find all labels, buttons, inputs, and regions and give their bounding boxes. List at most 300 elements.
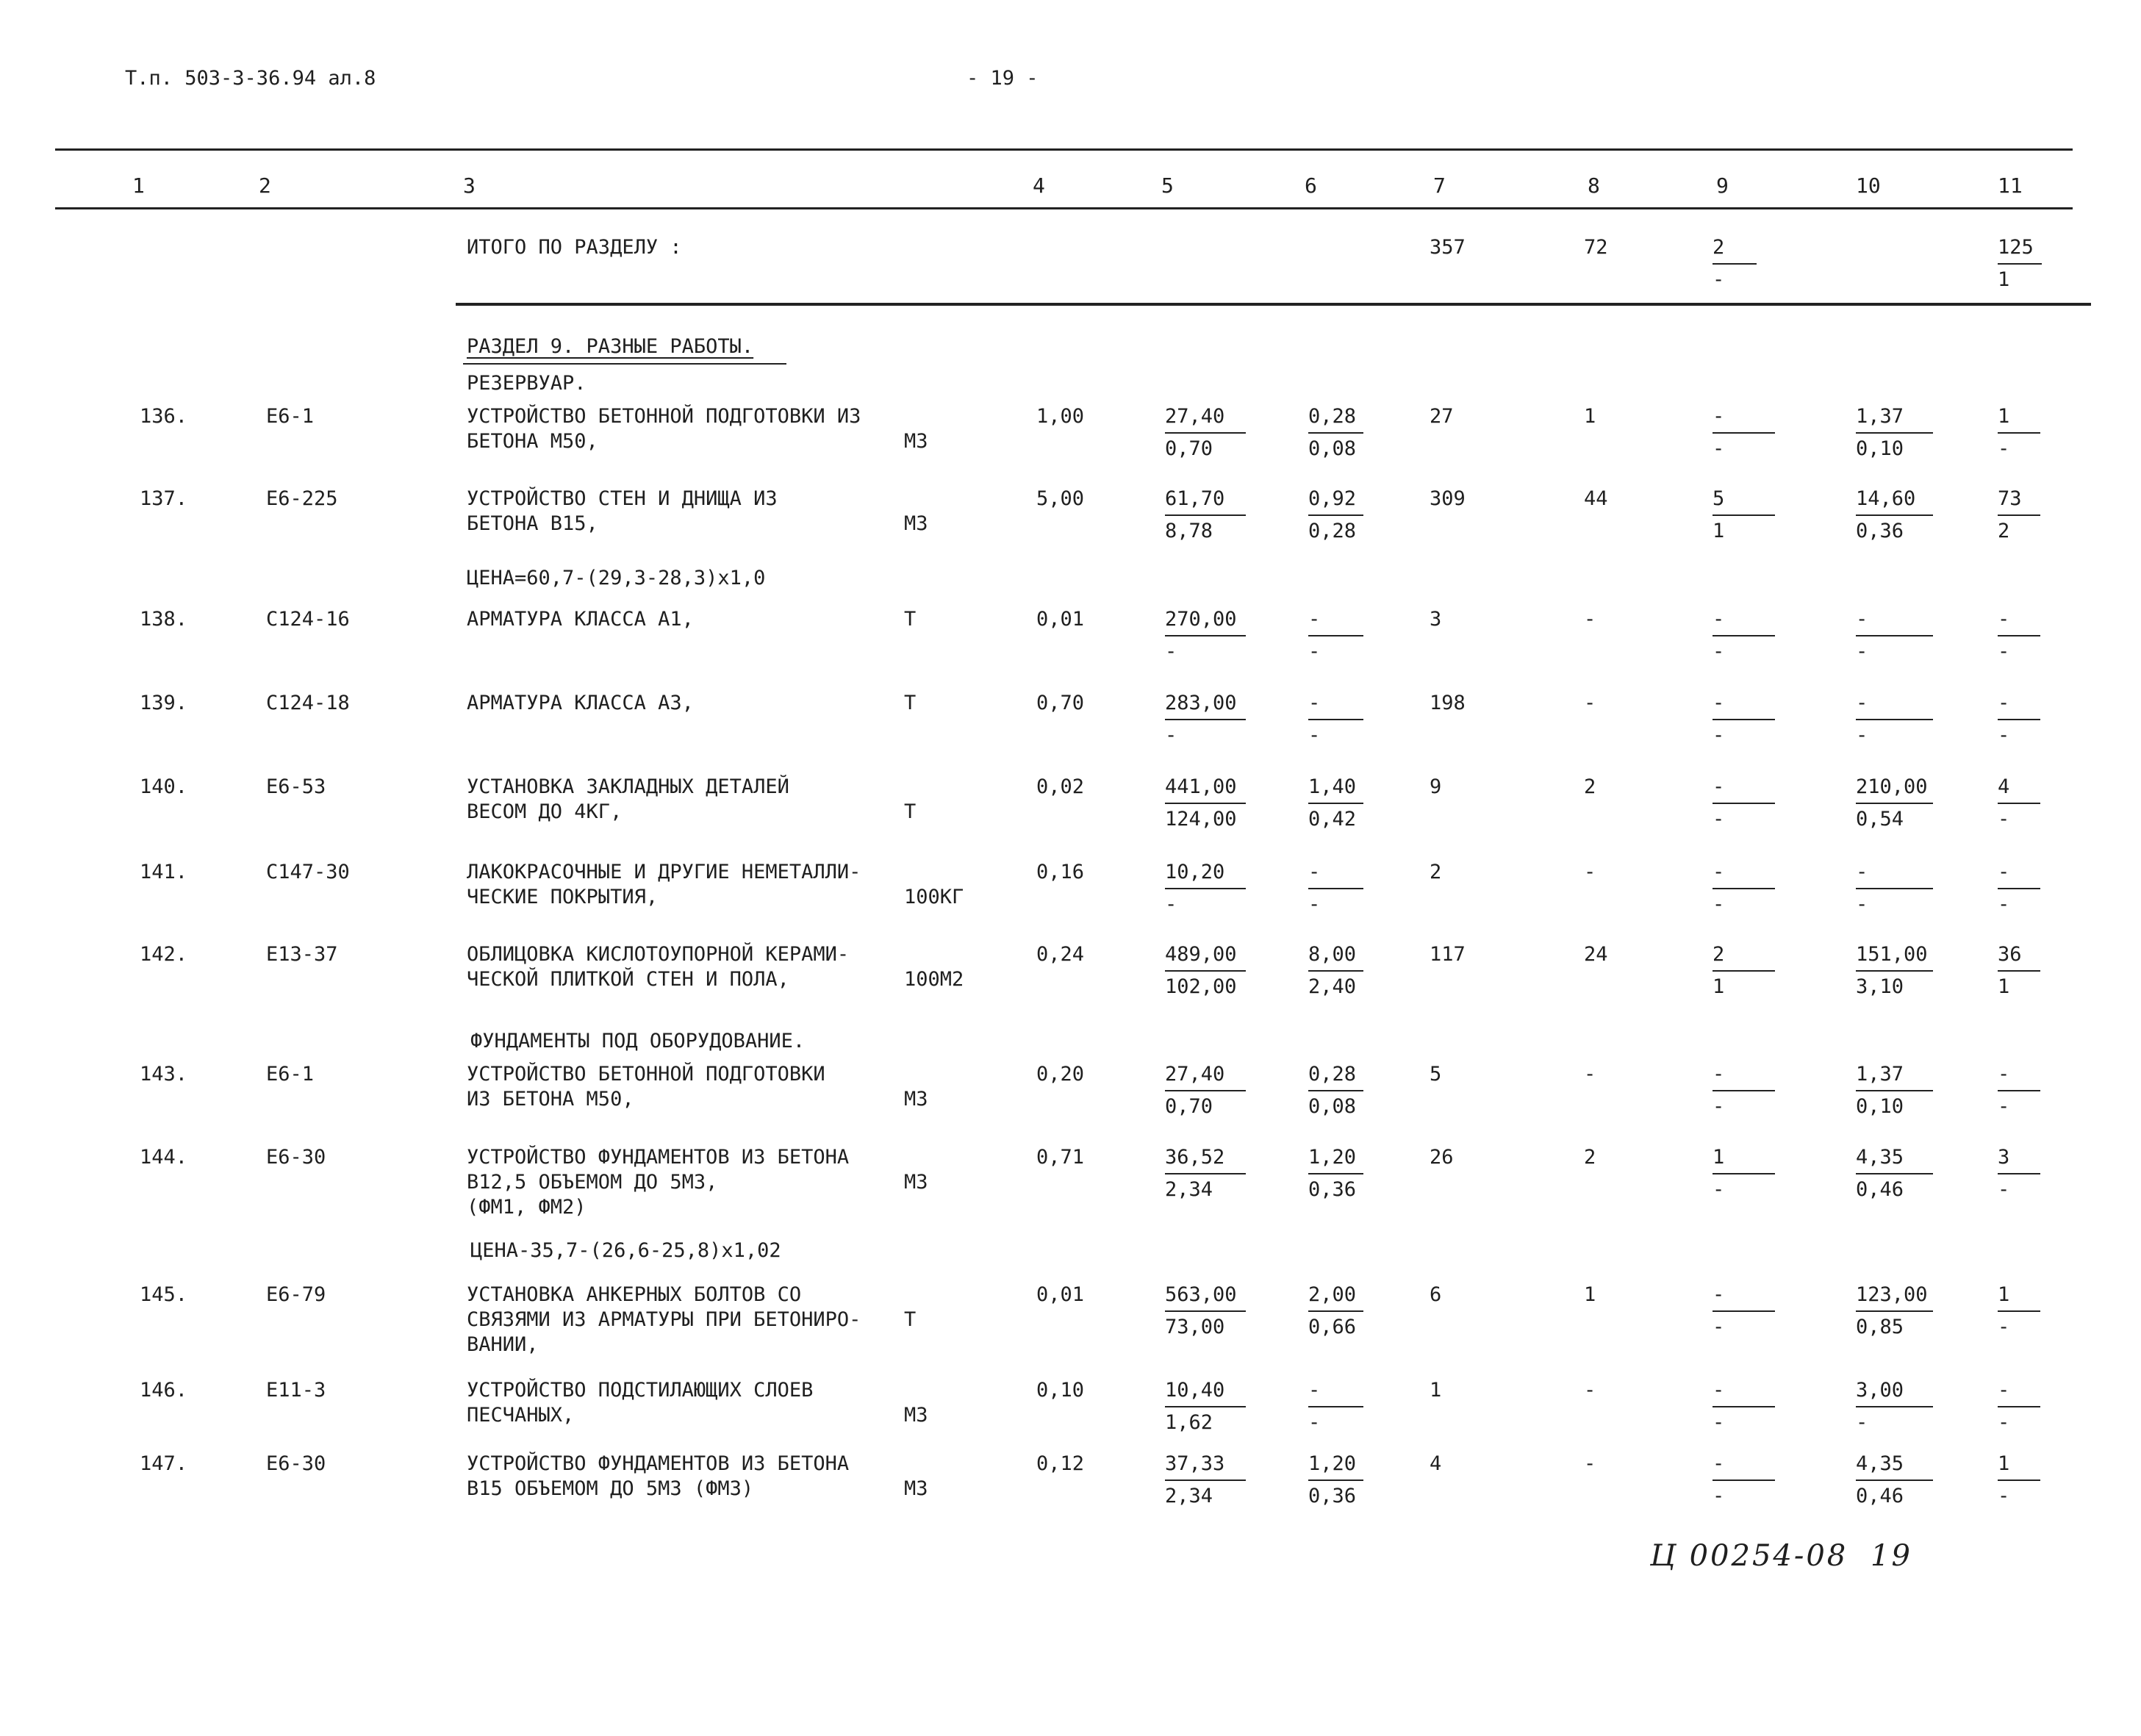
page-number: - 19 - <box>967 67 1039 90</box>
row-col10-top: 151,00 <box>1856 942 1933 972</box>
row-col9-top: - <box>1713 404 1775 434</box>
row-col9-bottom: - <box>1713 724 1725 747</box>
row-col10-bottom: 0,85 <box>1856 1316 1904 1338</box>
row-quantity: 0,24 <box>1036 943 1085 966</box>
row-col7: 309 <box>1430 487 1466 510</box>
row-col5-top: 37,33 <box>1165 1452 1246 1481</box>
row-col9-bottom: - <box>1713 640 1725 663</box>
row-number: 141. <box>140 861 188 883</box>
row-quantity: 0,12 <box>1036 1452 1085 1475</box>
row-col5 <box>1165 404 1246 462</box>
row-col6-bottom: 0,08 <box>1308 437 1357 460</box>
row-quantity: 0,70 <box>1036 692 1085 714</box>
row-description-line: ИЗ БЕТОНА М50, <box>467 1088 634 1111</box>
section-title-underline <box>463 363 786 365</box>
row-code: С147-30 <box>266 861 350 883</box>
section-total-c11 <box>1998 235 2042 293</box>
row-unit: Т <box>904 692 917 714</box>
row-description-line: УСТРОЙСТВО СТЕН И ДНИЩА ИЗ <box>467 487 778 510</box>
row-col11-bottom: - <box>1998 1095 2010 1118</box>
row-col11-bottom: 2 <box>1998 520 2010 542</box>
row-col11 <box>1998 1062 2040 1119</box>
row-number: 146. <box>140 1379 188 1402</box>
row-number: 137. <box>140 487 188 510</box>
row-col10-top: 1,37 <box>1856 404 1933 434</box>
row-col11-bottom: - <box>1998 808 2010 831</box>
row-col10-bottom: 0,46 <box>1856 1485 1904 1507</box>
row-quantity: 0,71 <box>1036 1146 1085 1169</box>
row-quantity: 0,10 <box>1036 1379 1085 1402</box>
row-col5-top: 61,70 <box>1165 487 1246 516</box>
row-col11 <box>1998 487 2040 544</box>
row-col11-top: 1 <box>1998 1283 2040 1312</box>
row-col6-bottom: 0,42 <box>1308 808 1357 831</box>
row-unit: М3 <box>904 430 928 453</box>
row-col6-top: - <box>1308 691 1363 720</box>
row-col11-top: - <box>1998 860 2040 889</box>
row-col10 <box>1856 860 1933 917</box>
row-col5 <box>1165 942 1246 1000</box>
row-col9-bottom: - <box>1713 1316 1725 1338</box>
row-col11-top: - <box>1998 607 2040 636</box>
row-col11 <box>1998 1283 2040 1340</box>
row-col6 <box>1308 691 1363 748</box>
row-number: 138. <box>140 608 188 631</box>
price-note-137: ЦЕНА=60,7-(29,3-28,3)х1,0 <box>467 567 766 589</box>
row-col6 <box>1308 775 1363 832</box>
row-code: Е11-3 <box>266 1379 326 1402</box>
row-col10-top: - <box>1856 691 1933 720</box>
row-description-line: ВАНИИ, <box>467 1333 539 1356</box>
row-col6-top: 0,28 <box>1308 1062 1363 1091</box>
row-col9-bottom: 1 <box>1713 975 1725 998</box>
row-col10-top: 3,00 <box>1856 1378 1933 1407</box>
row-col8: 44 <box>1584 487 1608 510</box>
row-col10 <box>1856 1062 1933 1119</box>
section-subtitle: РЕЗЕРВУАР. <box>467 372 587 395</box>
row-quantity: 1,00 <box>1036 405 1085 428</box>
row-number: 136. <box>140 405 188 428</box>
row-col7: 5 <box>1430 1063 1442 1086</box>
row-col10-bottom: 0,46 <box>1856 1178 1904 1201</box>
row-description-line: УСТРОЙСТВО БЕТОННОЙ ПОДГОТОВКИ <box>467 1063 825 1086</box>
row-col11 <box>1998 607 2040 664</box>
row-col11 <box>1998 1378 2040 1435</box>
row-col5-bottom: 73,00 <box>1165 1316 1225 1338</box>
row-number: 145. <box>140 1283 188 1306</box>
row-unit: Т <box>904 1308 917 1331</box>
row-col11-top: 1 <box>1998 1452 2040 1481</box>
row-col10-top: 4,35 <box>1856 1452 1933 1481</box>
row-col9-top: - <box>1713 607 1775 636</box>
row-description-line: УСТРОЙСТВО ПОДСТИЛАЮЩИХ СЛОЕВ <box>467 1379 814 1402</box>
row-col5 <box>1165 1378 1246 1435</box>
row-col9-bottom: 1 <box>1713 520 1725 542</box>
row-col7: 6 <box>1430 1283 1442 1306</box>
row-col8: - <box>1584 861 1596 883</box>
row-col5-bottom: 102,00 <box>1165 975 1237 998</box>
row-col6-top: 0,92 <box>1308 487 1363 516</box>
row-col8: 24 <box>1584 943 1608 966</box>
row-col10-bottom: - <box>1856 640 1868 663</box>
row-col11-bottom: 1 <box>1998 975 2010 998</box>
row-col5-top: 27,40 <box>1165 1062 1246 1091</box>
row-col6-top: 8,00 <box>1308 942 1363 972</box>
row-col9-top: 1 <box>1713 1145 1775 1174</box>
row-col9-bottom: - <box>1713 893 1725 916</box>
row-col10 <box>1856 607 1933 664</box>
row-col6-bottom: - <box>1308 640 1321 663</box>
row-col5-bottom: 0,70 <box>1165 437 1213 460</box>
row-col10-bottom: - <box>1856 724 1868 747</box>
row-col6-top: 1,20 <box>1308 1452 1363 1481</box>
col-header-11: 11 <box>1998 173 2023 198</box>
row-col11 <box>1998 942 2040 1000</box>
row-col9-bottom: - <box>1713 1411 1725 1434</box>
row-col10 <box>1856 487 1933 544</box>
col-header-10: 10 <box>1856 173 1881 198</box>
row-col9-top: - <box>1713 1452 1775 1481</box>
row-col6 <box>1308 1062 1363 1119</box>
row-col8: 2 <box>1584 775 1596 798</box>
row-col9-top: - <box>1713 775 1775 804</box>
row-col9 <box>1713 1452 1775 1509</box>
row-col5 <box>1165 860 1246 917</box>
row-col9-top: 2 <box>1713 942 1775 972</box>
row-col6-top: 0,28 <box>1308 404 1363 434</box>
row-col8: - <box>1584 608 1596 631</box>
section-total-c7: 357 <box>1430 236 1466 259</box>
row-col11 <box>1998 1145 2040 1202</box>
row-col6 <box>1308 607 1363 664</box>
row-col10-top: - <box>1856 607 1933 636</box>
row-col6 <box>1308 487 1363 544</box>
row-col5-top: 563,00 <box>1165 1283 1246 1312</box>
row-col5-bottom: 1,62 <box>1165 1411 1213 1434</box>
row-col10 <box>1856 1378 1933 1435</box>
row-number: 147. <box>140 1452 188 1475</box>
col-header-1: 1 <box>132 173 145 198</box>
row-col11-bottom: - <box>1998 1485 2010 1507</box>
row-col7: 4 <box>1430 1452 1442 1475</box>
row-col5-bottom: 0,70 <box>1165 1095 1213 1118</box>
row-unit: М3 <box>904 1171 928 1194</box>
row-col7: 117 <box>1430 943 1466 966</box>
row-col10-bottom: 0,36 <box>1856 520 1904 542</box>
row-col10-top: 4,35 <box>1856 1145 1933 1174</box>
row-col6-top: 1,20 <box>1308 1145 1363 1174</box>
row-col9 <box>1713 607 1775 664</box>
row-code: Е6-1 <box>266 405 315 428</box>
row-col6-bottom: 0,28 <box>1308 520 1357 542</box>
row-col5-bottom: 8,78 <box>1165 520 1213 542</box>
col-header-5: 5 <box>1161 173 1174 198</box>
row-col9-top: - <box>1713 691 1775 720</box>
row-col5 <box>1165 775 1246 832</box>
row-description-line: ПЕСЧАНЫХ, <box>467 1404 575 1427</box>
price-note-144: ЦЕНА-35,7-(26,6-25,8)х1,02 <box>470 1239 781 1262</box>
row-quantity: 0,02 <box>1036 775 1085 798</box>
footer-sheet-number: 19 <box>1871 1539 1912 1573</box>
row-col10 <box>1856 404 1933 462</box>
row-col9 <box>1713 404 1775 462</box>
row-col6-top: 1,40 <box>1308 775 1363 804</box>
row-number: 143. <box>140 1063 188 1086</box>
row-col6-bottom: 0,36 <box>1308 1485 1357 1507</box>
col-header-7: 7 <box>1433 173 1446 198</box>
row-col5 <box>1165 487 1246 544</box>
section-total-c8: 72 <box>1584 236 1608 259</box>
row-description-line: В12,5 ОБЪЕМОМ ДО 5М3, <box>467 1171 718 1194</box>
section-total-c11-top: 125 <box>1998 235 2042 265</box>
col-header-4: 4 <box>1033 173 1045 198</box>
row-col6-top: - <box>1308 860 1363 889</box>
foundations-subtitle: ФУНДАМЕНТЫ ПОД ОБОРУДОВАНИЕ. <box>470 1030 806 1052</box>
row-col11-bottom: - <box>1998 640 2010 663</box>
row-col5-bottom: 124,00 <box>1165 808 1237 831</box>
row-col11-top: 36 <box>1998 942 2040 972</box>
row-col11 <box>1998 404 2040 462</box>
row-description-line: АРМАТУРА КЛАССА А1, <box>467 608 694 631</box>
row-number: 139. <box>140 692 188 714</box>
row-col10-top: 123,00 <box>1856 1283 1933 1312</box>
row-col6-bottom: 0,08 <box>1308 1095 1357 1118</box>
row-col6-bottom: 0,66 <box>1308 1316 1357 1338</box>
row-col11 <box>1998 691 2040 748</box>
row-col6 <box>1308 1283 1363 1340</box>
header-rule-top <box>55 148 2073 151</box>
row-col9-bottom: - <box>1713 1095 1725 1118</box>
row-col11-top: - <box>1998 1062 2040 1091</box>
row-number: 142. <box>140 943 188 966</box>
row-col9 <box>1713 691 1775 748</box>
row-col11-bottom: - <box>1998 1411 2010 1434</box>
row-col6 <box>1308 1378 1363 1435</box>
row-col8: 2 <box>1584 1146 1596 1169</box>
row-description-line: УСТАНОВКА ЗАКЛАДНЫХ ДЕТАЛЕЙ <box>467 775 789 798</box>
row-code: С124-18 <box>266 692 350 714</box>
row-code: Е6-1 <box>266 1063 315 1086</box>
row-col6-top: - <box>1308 1378 1363 1407</box>
row-col10-bottom: 0,10 <box>1856 437 1904 460</box>
row-col11 <box>1998 860 2040 917</box>
row-description-line: БЕТОНА В15, <box>467 512 598 535</box>
row-col5-bottom: - <box>1165 893 1177 916</box>
row-col10-bottom: 0,54 <box>1856 808 1904 831</box>
row-description-line: АРМАТУРА КЛАССА А3, <box>467 692 694 714</box>
section-total-c11-bottom: 1 <box>1998 268 2010 291</box>
row-unit: 100М2 <box>904 968 964 991</box>
row-col10 <box>1856 691 1933 748</box>
row-col11 <box>1998 1452 2040 1509</box>
row-col10 <box>1856 1145 1933 1202</box>
row-col10 <box>1856 942 1933 1000</box>
row-col6-bottom: 0,36 <box>1308 1178 1357 1201</box>
row-code: Е6-225 <box>266 487 338 510</box>
row-col9-top: - <box>1713 1378 1775 1407</box>
footer-stamp: Ц 00254-08 <box>1650 1539 1848 1573</box>
row-description-line: УСТАНОВКА АНКЕРНЫХ БОЛТОВ СО <box>467 1283 802 1306</box>
row-col5-bottom: - <box>1165 724 1177 747</box>
row-col10 <box>1856 775 1933 832</box>
row-col11-top: - <box>1998 691 2040 720</box>
row-col6-bottom: 2,40 <box>1308 975 1357 998</box>
row-col6 <box>1308 860 1363 917</box>
row-unit: М3 <box>904 1404 928 1427</box>
row-quantity: 5,00 <box>1036 487 1085 510</box>
row-col7: 3 <box>1430 608 1442 631</box>
col-header-8: 8 <box>1588 173 1600 198</box>
row-col11-bottom: - <box>1998 1178 2010 1201</box>
row-col8: 1 <box>1584 1283 1596 1306</box>
row-quantity: 0,20 <box>1036 1063 1085 1086</box>
row-col10-bottom: - <box>1856 893 1868 916</box>
section-total-c9 <box>1713 235 1757 293</box>
header-rule-bottom <box>55 207 2073 209</box>
row-col6-bottom: - <box>1308 893 1321 916</box>
row-col5 <box>1165 691 1246 748</box>
row-col11-bottom: - <box>1998 1316 2010 1338</box>
row-col10-top: - <box>1856 860 1933 889</box>
row-col7: 2 <box>1430 861 1442 883</box>
row-col5-bottom: - <box>1165 640 1177 663</box>
row-description-line: ОБЛИЦОВКА КИСЛОТОУПОРНОЙ КЕРАМИ- <box>467 943 850 966</box>
row-description-line: БЕТОНА М50, <box>467 430 598 453</box>
row-description-line: (ФМ1, ФМ2) <box>467 1196 587 1219</box>
row-col6-bottom: - <box>1308 724 1321 747</box>
row-col8: - <box>1584 1379 1596 1402</box>
row-unit: М3 <box>904 1088 928 1111</box>
row-col6 <box>1308 404 1363 462</box>
row-col11-top: 1 <box>1998 404 2040 434</box>
row-col5 <box>1165 1145 1246 1202</box>
row-col5-top: 10,40 <box>1165 1378 1246 1407</box>
row-col6 <box>1308 1145 1363 1202</box>
row-quantity: 0,16 <box>1036 861 1085 883</box>
row-col5 <box>1165 1452 1246 1509</box>
row-code: Е6-30 <box>266 1146 326 1169</box>
row-col11-bottom: - <box>1998 437 2010 460</box>
row-col9 <box>1713 1145 1775 1202</box>
row-col10-bottom: - <box>1856 1411 1868 1434</box>
row-col8: - <box>1584 692 1596 714</box>
row-col7: 27 <box>1430 405 1454 428</box>
document-reference: Т.п. 503-3-36.94 ал.8 <box>125 67 376 90</box>
row-col8: - <box>1584 1063 1596 1086</box>
row-col9 <box>1713 942 1775 1000</box>
row-col11 <box>1998 775 2040 832</box>
row-col9 <box>1713 775 1775 832</box>
section-title: РАЗДЕЛ 9. РАЗНЫЕ РАБОТЫ. <box>467 335 754 358</box>
row-description-line: ВЕСОМ ДО 4КГ, <box>467 800 623 823</box>
row-col8: - <box>1584 1452 1596 1475</box>
row-code: Е6-30 <box>266 1452 326 1475</box>
row-col10-top: 210,00 <box>1856 775 1933 804</box>
row-col10-top: 14,60 <box>1856 487 1933 516</box>
row-col11-top: 3 <box>1998 1145 2040 1174</box>
row-code: Е13-37 <box>266 943 338 966</box>
section-total-c9-top: 2 <box>1713 235 1757 265</box>
row-col10-bottom: 0,10 <box>1856 1095 1904 1118</box>
section-total-c9-bottom: - <box>1713 268 1725 291</box>
row-col5 <box>1165 607 1246 664</box>
row-col9 <box>1713 860 1775 917</box>
row-number: 144. <box>140 1146 188 1169</box>
row-col9 <box>1713 1283 1775 1340</box>
row-col9-top: - <box>1713 1283 1775 1312</box>
row-description-line: ЧЕСКОЙ ПЛИТКОЙ СТЕН И ПОЛА, <box>467 968 789 991</box>
row-col5 <box>1165 1062 1246 1119</box>
row-code: С124-16 <box>266 608 350 631</box>
row-col9-bottom: - <box>1713 437 1725 460</box>
row-col7: 1 <box>1430 1379 1442 1402</box>
row-col6 <box>1308 942 1363 1000</box>
row-col10 <box>1856 1283 1933 1340</box>
row-col6-bottom: - <box>1308 1411 1321 1434</box>
section-total-rule <box>456 303 2091 306</box>
row-unit: 100КГ <box>904 886 964 908</box>
section-total-label: ИТОГО ПО РАЗДЕЛУ : <box>467 236 682 259</box>
row-col10 <box>1856 1452 1933 1509</box>
row-description-line: ЛАКОКРАСОЧНЫЕ И ДРУГИЕ НЕМЕТАЛЛИ- <box>467 861 861 883</box>
row-col6-top: - <box>1308 607 1363 636</box>
row-number: 140. <box>140 775 188 798</box>
row-col9 <box>1713 487 1775 544</box>
row-col7: 198 <box>1430 692 1466 714</box>
row-col10-bottom: 3,10 <box>1856 975 1904 998</box>
row-unit: М3 <box>904 1477 928 1500</box>
row-col5-top: 441,00 <box>1165 775 1246 804</box>
row-col5 <box>1165 1283 1246 1340</box>
row-col5-top: 270,00 <box>1165 607 1246 636</box>
row-quantity: 0,01 <box>1036 1283 1085 1306</box>
row-col9-top: - <box>1713 1062 1775 1091</box>
row-quantity: 0,01 <box>1036 608 1085 631</box>
row-col9-bottom: - <box>1713 1178 1725 1201</box>
row-unit: Т <box>904 608 917 631</box>
row-col11-bottom: - <box>1998 893 2010 916</box>
row-col5-top: 283,00 <box>1165 691 1246 720</box>
row-col9 <box>1713 1062 1775 1119</box>
row-unit: М3 <box>904 512 928 535</box>
col-header-6: 6 <box>1305 173 1317 198</box>
row-description-line: УСТРОЙСТВО ФУНДАМЕНТОВ ИЗ БЕТОНА <box>467 1146 850 1169</box>
col-header-2: 2 <box>259 173 271 198</box>
row-col7: 9 <box>1430 775 1442 798</box>
row-col5-top: 27,40 <box>1165 404 1246 434</box>
row-col9-bottom: - <box>1713 1485 1725 1507</box>
col-header-3: 3 <box>463 173 476 198</box>
row-col10-top: 1,37 <box>1856 1062 1933 1091</box>
row-col5-bottom: 2,34 <box>1165 1485 1213 1507</box>
row-col9-top: 5 <box>1713 487 1775 516</box>
row-unit: Т <box>904 800 917 823</box>
row-description-line: В15 ОБЪЕМОМ ДО 5М3 (ФМ3) <box>467 1477 754 1500</box>
row-col9-top: - <box>1713 860 1775 889</box>
row-col8: 1 <box>1584 405 1596 428</box>
row-description-line: УСТРОЙСТВО ФУНДАМЕНТОВ ИЗ БЕТОНА <box>467 1452 850 1475</box>
row-description-line: УСТРОЙСТВО БЕТОННОЙ ПОДГОТОВКИ ИЗ <box>467 405 861 428</box>
row-description-line: ЧЕСКИЕ ПОКРЫТИЯ, <box>467 886 659 908</box>
row-description-line: СВЯЗЯМИ ИЗ АРМАТУРЫ ПРИ БЕТОНИРО- <box>467 1308 861 1331</box>
row-code: Е6-53 <box>266 775 326 798</box>
row-col6-top: 2,00 <box>1308 1283 1363 1312</box>
row-col7: 26 <box>1430 1146 1454 1169</box>
row-col5-top: 36,52 <box>1165 1145 1246 1174</box>
row-col11-top: 4 <box>1998 775 2040 804</box>
row-col9-bottom: - <box>1713 808 1725 831</box>
row-col5-top: 10,20 <box>1165 860 1246 889</box>
